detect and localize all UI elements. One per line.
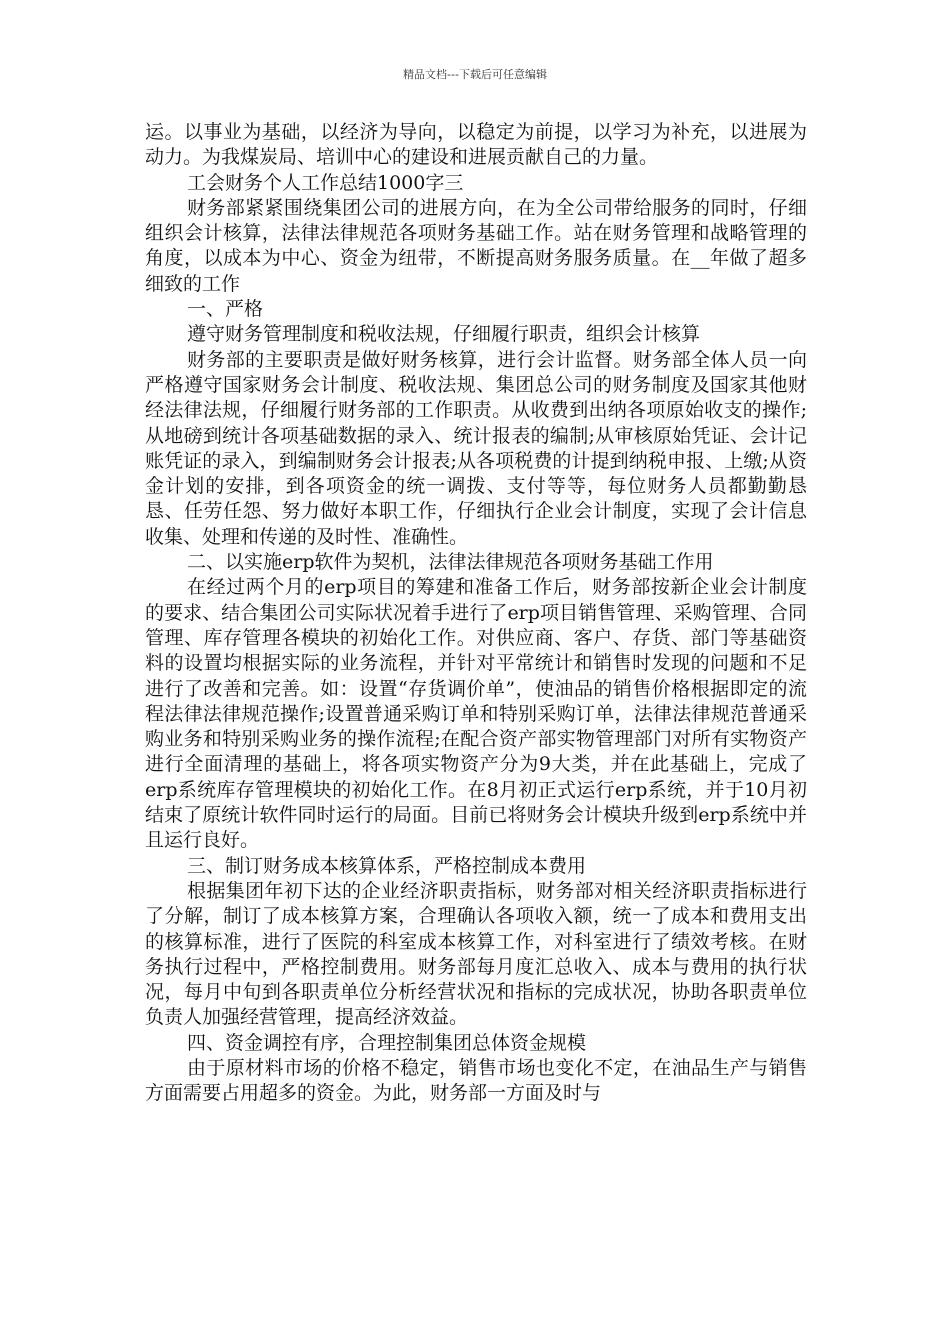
paragraph: 财务部的主要职责是做好财务核算，进行会计监督。财务部全体人员一向严格遵守国家财务会计制度、税收法规、集团总公司的财务制度及国家其他财经法律法规，仔细履行财务部的工作职责。从收费到出纳各项原始收支的操作;从地磅到统计各项基础数据的录入、统计报表的编制;从审核原始凭证、会计记账凭证的录入，到编制财务会计报表;从各项税费的计提到纳税申报、上缴;从资金计划的安排，到各项资金的统一调拨、支付等等，每位财务人员都勤勤恳恳、任劳任怨、努力做好本职工作，仔细执行企业会计制度，实现了会计信息收集、处理和传递的及时性、准确性。: [145, 348, 807, 548]
paragraph: 四、资金调控有序，合理控制集团总体资金规模: [187, 1031, 587, 1054]
paragraph: 一、严格: [187, 298, 264, 321]
paragraph: 根据集团年初下达的企业经济职责指标，财务部对相关经济职责指标进行了分解，制订了成本核算方案，合理确认各项收入额，统一了成本和费用支出的核算标准，进行了医院的科室成本核算工作，对科室进行了绩效考核。在财务执行过程中，严格控制费用。财务部每月度汇总收入、成本与费用的执行状况，每月中旬到各职责单位分析经营状况和指标的完成状况，协助各职责单位负责人加强经营管理，提高经济效益。: [145, 879, 807, 1029]
paragraph: 在经过两个月的erp项目的筹建和准备工作后，财务部按新企业会计制度的要求、结合集团公司实际状况着手进行了erp项目销售管理、采购管理、合同管理、库存管理各模块的初始化工作。对供应商、客户、存货、部门等基础资料的设置均根据实际的业务流程，并针对平常统计和销售时发现的问题和不足进行了改善和完善。如：设置“存货调价单”，使油品的销售价格根据即定的流程法律法律规范操作;设置普通采购订单和特别采购订单，法律法律规范普通采购业务和特别采购业务的操作流程;在配合资产部实物管理部门对所有实物资产进行全面清理的基础上，将各项实物资产分为9大类，并在此基础上，完成了erp系统库存管理模块的初始化工作。在8月初正式运行erp系统，并于10月初结束了原统计软件同时运行的局面。目前已将财务会计模块升级到erp系统中并且运行良好。: [145, 576, 807, 852]
paragraph: 由于原材料市场的价格不稳定，销售市场也变化不定，在油品生产与销售方面需要占用超多的资金。为此，财务部一方面及时与: [145, 1056, 807, 1105]
paragraph: 二、以实施erp软件为契机，法律法律规范各项财务基础工作用: [187, 551, 714, 574]
paragraph: 财务部紧紧围绕集团公司的进展方向，在为全公司带给服务的同时，仔细组织会计核算，法律法律规范各项财务基础工作。站在财务管理和战略管理的角度，以成本为中心、资金为纽带，不断提高财务服务质量。在__年做了超多细致的工作: [145, 196, 807, 295]
document-body: [145, 120, 807, 1107]
paragraph: 三、制订财务成本核算体系，严格控制成本费用: [187, 854, 587, 877]
paragraph: 运。以事业为基础，以经济为导向，以稳定为前提，以学习为补充，以进展为动力。为我煤炭局、培训中心的建设和进展贡献自己的力量。: [145, 121, 807, 169]
paragraph: 工会财务个人工作总结1000字三: [187, 171, 464, 194]
paragraph: 遵守财务管理制度和税收法规，仔细履行职责，组织会计核算: [187, 323, 701, 346]
page-header: 精品文档---下载后可任意编辑: [403, 68, 547, 81]
